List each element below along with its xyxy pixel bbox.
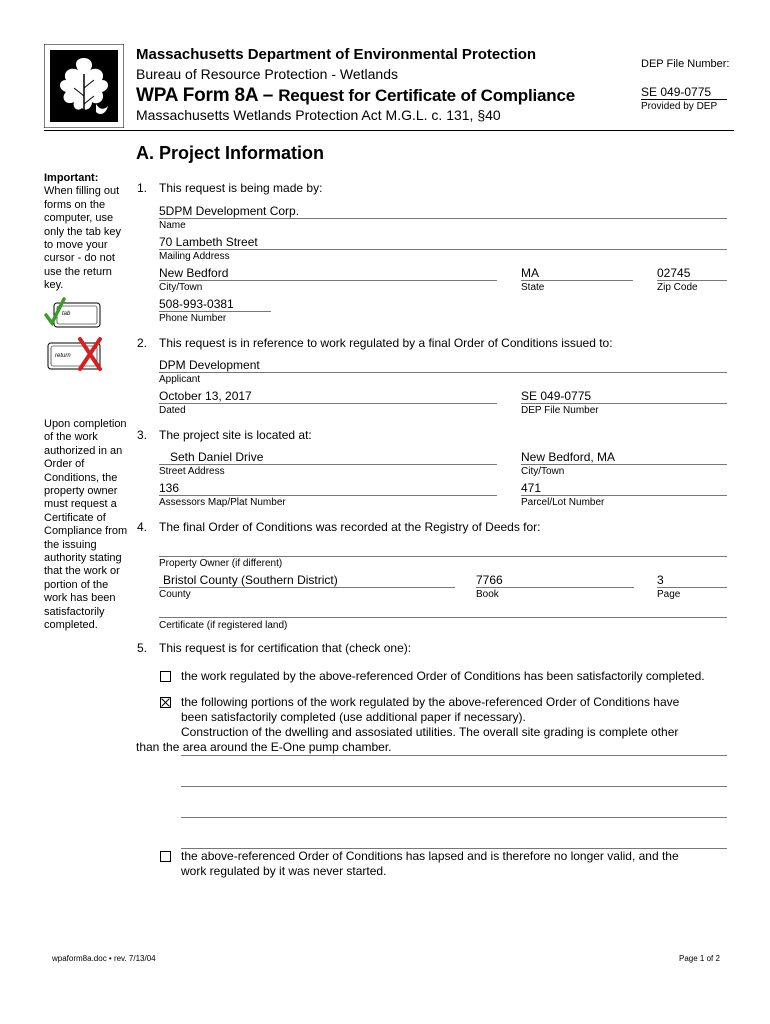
map-underline (159, 495, 497, 496)
option-partial-label-2: been satisfactorily completed (use additional paper if necessary). (181, 710, 526, 724)
bureau-name: Bureau of Resource Protection - Wetlands (136, 66, 398, 82)
tab-key-label: tab (62, 311, 71, 317)
street-underline (159, 464, 497, 465)
important-title: Important: (44, 172, 99, 184)
zip-field[interactable]: 02745 (657, 266, 691, 280)
mailing-address-label: Mailing Address (159, 251, 230, 262)
section-title: A. Project Information (136, 143, 325, 163)
street-address-field[interactable]: Seth Daniel Drive (170, 450, 264, 464)
book-field[interactable]: 7766 (476, 573, 503, 587)
form-title (136, 85, 575, 107)
zip-label: Zip Code (657, 282, 698, 293)
state-label: State (521, 282, 545, 293)
partial-detail-line-1[interactable]: Construction of the dwelling and assosiated utilities. The overall site grading is complete other (181, 725, 679, 739)
site-city-underline (521, 464, 727, 465)
applicant-underline (159, 372, 727, 373)
certificate-field[interactable] (159, 617, 727, 618)
department-name: Massachusetts Department of Environmental Protection (136, 46, 537, 63)
option-completed-label: the work regulated by the above-referenced Order of Conditions has been satisfactorily completed. (181, 669, 705, 683)
street-address-label: Street Address (159, 466, 225, 477)
detail-line-c[interactable] (181, 817, 727, 818)
parcel-label: Parcel/Lot Number (521, 497, 605, 508)
mailing-address-field[interactable]: 70 Lambeth Street (159, 235, 258, 249)
page-field[interactable]: 3 (657, 573, 664, 587)
property-owner-label: Property Owner (if different) (159, 558, 283, 569)
q2-dep-underline (521, 403, 727, 404)
name-field[interactable]: 5DPM Development Corp. (159, 204, 300, 218)
phone-label: Phone Number (159, 313, 227, 324)
option-lapsed-checkbox[interactable] (160, 851, 171, 862)
q2-number: 2. (137, 336, 148, 350)
return-key-icon (44, 335, 106, 378)
option-partial-checkbox[interactable] (160, 697, 171, 708)
assessors-map-field[interactable]: 136 (159, 481, 180, 495)
q1-number: 1. (137, 181, 148, 195)
applicant-label: Applicant (159, 374, 201, 385)
q1-text: This request is being made by: (159, 181, 323, 195)
name-label: Name (159, 220, 186, 231)
tab-key-icon (44, 297, 102, 336)
q5-number: 5. (137, 641, 148, 655)
provided-by-label: Provided by DEP (641, 101, 718, 112)
dep-oak-leaf-logo (44, 44, 124, 128)
q2-dep-file-label: DEP File Number (521, 405, 599, 416)
page-underline (657, 587, 727, 588)
dep-file-field[interactable]: SE 049-0775 (641, 85, 712, 99)
detail-line-a (181, 755, 727, 756)
q4-text: The final Order of Conditions was recorded at the Registry of Deeds for: (159, 520, 541, 534)
important-text: When filling out forms on the computer, use only the tab key to move your cursor - do not use the return key. (44, 185, 122, 292)
county-underline (159, 587, 455, 588)
city-field[interactable]: New Bedford (159, 266, 229, 280)
parcel-underline (521, 495, 727, 496)
option-completed-checkbox[interactable] (160, 671, 171, 682)
completion-note: Upon completion of the work authorized in an Order of Conditions, the property owner must request a Certificate of Compliance from the issuing authority stating that the work or portion of the work has been satisfactorily completed. (44, 418, 128, 632)
return-key-label: return (55, 353, 71, 359)
book-label: Book (476, 589, 499, 600)
phone-underline (159, 311, 271, 312)
form-subtitle: Request for Certificate of Compliance (278, 86, 575, 105)
applicant-field[interactable]: DPM Development (159, 358, 260, 372)
book-underline (476, 587, 634, 588)
partial-detail-line-2[interactable]: than the area around the E-One pump chamber. (136, 740, 392, 754)
q3-number: 3. (137, 428, 148, 442)
act-reference: Massachusetts Wetlands Protection Act M.G.L. c. 131, §40 (136, 107, 501, 123)
assessors-map-label: Assessors Map/Plat Number (159, 497, 286, 508)
dated-label: Dated (159, 405, 186, 416)
city-label: City/Town (159, 282, 203, 293)
important-note (44, 172, 128, 293)
certificate-label: Certificate (if registered land) (159, 620, 288, 631)
dated-field[interactable]: October 13, 2017 (159, 389, 252, 403)
site-city-field[interactable]: New Bedford, MA (521, 450, 616, 464)
q4-number: 4. (137, 520, 148, 534)
header-divider (44, 130, 734, 131)
footer-page-number: Page 1 of 2 (679, 954, 720, 963)
q2-dep-file-field[interactable]: SE 049-0775 (521, 389, 592, 403)
county-label: County (159, 589, 191, 600)
page-label: Page (657, 589, 681, 600)
name-underline (159, 218, 727, 219)
dep-file-label: DEP File Number: (641, 58, 730, 70)
site-city-label: City/Town (521, 466, 565, 477)
zip-underline (657, 280, 727, 281)
city-underline (159, 280, 497, 281)
state-underline (521, 280, 633, 281)
owner-field[interactable] (159, 556, 727, 557)
dep-file-underline (641, 99, 727, 100)
option-partial-label-1: the following portions of the work regulated by the above-referenced Order of Conditions have (181, 695, 680, 709)
state-field[interactable]: MA (521, 266, 539, 280)
q3-text: The project site is located at: (159, 428, 312, 442)
phone-field[interactable]: 508-993-0381 (159, 297, 234, 311)
address-underline (159, 249, 727, 250)
q5-text: This request is for certification that (check one): (159, 641, 412, 655)
dated-underline (159, 403, 497, 404)
q2-text: This request is in reference to work regulated by a final Order of Conditions issued to: (159, 336, 613, 350)
option-lapsed-label-1: the above-referenced Order of Conditions has lapsed and is therefore no longer valid, and the (181, 849, 679, 863)
parcel-field[interactable]: 471 (521, 481, 542, 495)
footer-doc-info: wpaform8a.doc • rev. 7/13/04 (52, 954, 156, 963)
form-number: WPA Form 8A – (136, 85, 274, 106)
detail-line-b[interactable] (181, 786, 727, 787)
county-field[interactable]: Bristol County (Southern District) (163, 573, 338, 587)
option-lapsed-label-2: work regulated by it was never started. (181, 864, 387, 878)
